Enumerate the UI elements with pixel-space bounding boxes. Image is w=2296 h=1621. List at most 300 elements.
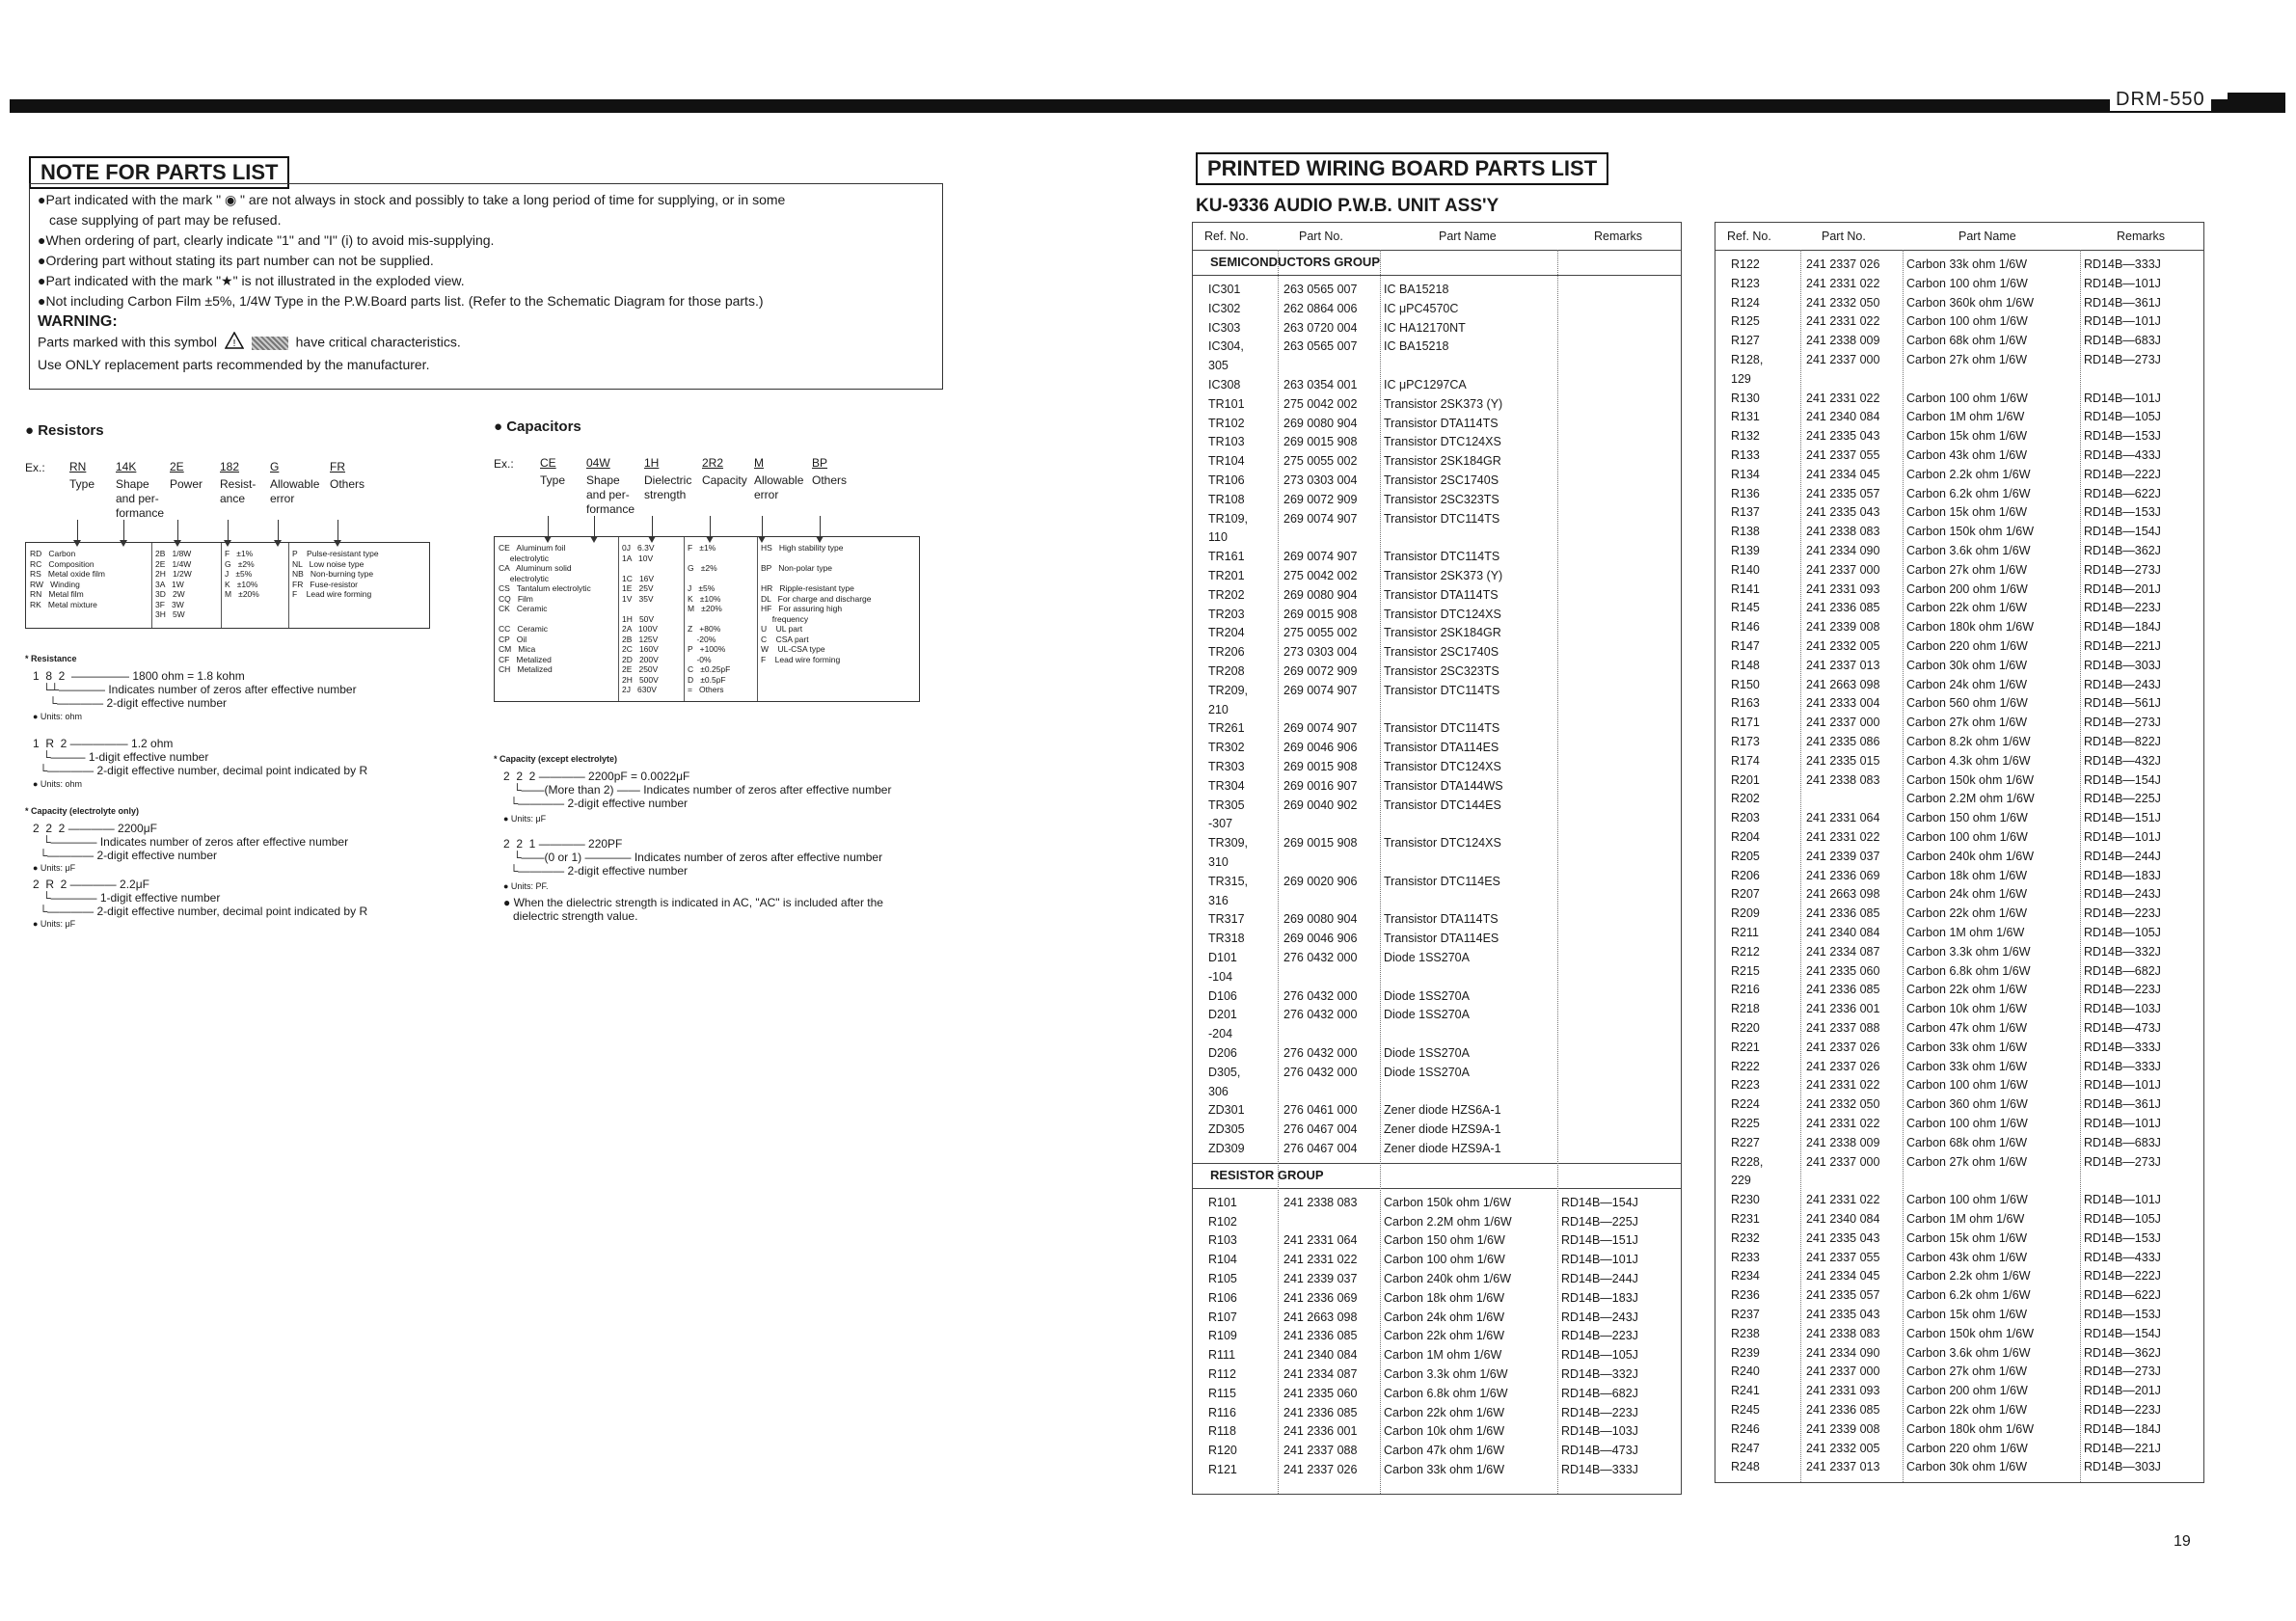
col-remarks: Remarks (1594, 230, 1643, 243)
table-row (1193, 1064, 1681, 1083)
dielectric-note: ● When the dielectric strength is indicated in AC, "AC" is included after the dielectric strength value. (503, 896, 883, 923)
remarks: RD14B—221J (2084, 1441, 2161, 1455)
part-no: 241 2337 013 (1806, 658, 1880, 672)
cap-arrow (762, 516, 763, 537)
part-no: 241 2336 085 (1806, 601, 1880, 615)
table-row (1715, 1382, 2203, 1401)
remarks: RD14B—101J (1561, 1253, 1638, 1267)
table-row (1715, 867, 2203, 886)
col-part: Part No. (1299, 230, 1343, 243)
ref-no: TR318 (1208, 932, 1245, 946)
part-no: 275 0042 002 (1283, 396, 1358, 411)
remarks: RD14B—362J (2084, 1345, 2161, 1360)
part-name: Carbon 220 ohm 1/6W (1906, 639, 2028, 653)
ref-no: TR315, (1208, 874, 1248, 888)
part-name: Carbon 100 ohm 1/6W (1906, 830, 2028, 844)
table-row (1715, 390, 2203, 409)
model-name: DRM-550 (2110, 89, 2211, 111)
table-row (1193, 797, 1681, 816)
part-name: Carbon 100 ohm 1/6W (1906, 1078, 2028, 1093)
ref-no: TR206 (1208, 645, 1245, 660)
table-row (1193, 1121, 1681, 1140)
ref-no: TR204 (1208, 626, 1245, 640)
ref-no: TR304 (1208, 778, 1245, 793)
ref-no: IC301 (1208, 283, 1241, 296)
ref-no: R215 (1731, 963, 1760, 978)
part-no: 269 0074 907 (1283, 550, 1358, 564)
table-row (1715, 1115, 2203, 1134)
ref-no: IC308 (1208, 378, 1241, 392)
ref-no: R146 (1731, 620, 1760, 635)
critical-mark-icon (252, 337, 288, 350)
remarks: RD14B—223J (2084, 601, 2161, 615)
part-no: 269 0074 907 (1283, 511, 1358, 526)
ref-no: D206 (1208, 1046, 1237, 1060)
part-name: Transistor DTA144WS (1384, 778, 1503, 793)
part-name: Carbon 22k ohm 1/6W (1384, 1329, 1505, 1343)
ref-no: TR203 (1208, 607, 1245, 621)
ref-no: TR161 (1208, 550, 1245, 564)
ref-no: R224 (1731, 1097, 1760, 1112)
table-row (1193, 949, 1681, 968)
table-row (1715, 1267, 2203, 1286)
table-row (1193, 662, 1681, 682)
part-no: 241 2335 060 (1283, 1386, 1358, 1400)
cap-code: M (754, 456, 764, 470)
table-row (1715, 637, 2203, 657)
cap-arrow (710, 516, 711, 537)
table-header-right (1715, 223, 2203, 251)
table-row (1715, 1039, 2203, 1058)
ref-no: R123 (1731, 276, 1760, 290)
ref-no: R247 (1731, 1441, 1760, 1455)
table-row (1715, 618, 2203, 637)
part-no: 241 2335 043 (1806, 1230, 1880, 1245)
cap-code-label: Dielectric strength (644, 473, 692, 501)
note-line: ●Ordering part without stating its part number can not be supplied. (38, 253, 434, 268)
part-no: 269 0016 907 (1283, 778, 1358, 793)
table-row (1715, 962, 2203, 982)
ref-no: R238 (1731, 1326, 1760, 1340)
part-name: Transistor 2SC1740S (1384, 645, 1499, 660)
part-no: 273 0303 004 (1283, 645, 1358, 660)
table-row (1715, 312, 2203, 332)
ref-no: 110 (1208, 530, 1228, 545)
ref-no: TR104 (1208, 454, 1245, 469)
remarks: RD14B—184J (2084, 1421, 2161, 1436)
res-power-codes: 2B 1/8W 2E 1/4W 2H 1/2W 3A 1W 3D 2W 3F 3W 3H 5W (155, 549, 192, 619)
ref-no: R240 (1731, 1364, 1760, 1379)
part-no: 241 2340 084 (1806, 926, 1880, 939)
table-row (1715, 1134, 2203, 1153)
table-row (1193, 1194, 1681, 1213)
table-row (1715, 466, 2203, 485)
res-code: 14K (116, 460, 137, 473)
part-name: Carbon 47k ohm 1/6W (1906, 1021, 2028, 1035)
table-row (1715, 885, 2203, 905)
cap-elec-example-2: 2 R 2 ———— 2.2μF └———— 1-digit effective number └———— 2-digit effective number, decimal point indicated by R (33, 878, 368, 918)
table-row (1715, 1363, 2203, 1382)
remarks: RD14B—183J (2084, 868, 2161, 882)
cap-other-codes: HS High stability type BP Non-polar type HR Ripple-resistant type DL For charge and discharge HF For assuring high frequency U UL part C CSA part W UL-CSA type F Lead wire forming (761, 543, 872, 664)
resistance-example-1: 1 8 2 ————— 1800 ohm = 1.8 kohm └┴———— Indicates number of zeros after effective number └———— 2-digit effective number (33, 669, 357, 710)
remarks: RD14B—154J (2084, 1326, 2161, 1340)
res-arrow (77, 520, 78, 541)
table-row (1193, 910, 1681, 930)
table-row (1715, 370, 2203, 390)
remarks: RD14B—243J (2084, 887, 2161, 902)
part-name: Carbon 30k ohm 1/6W (1906, 658, 2028, 672)
column-divider (2080, 250, 2081, 1482)
part-no: 241 2337 013 (1806, 1460, 1880, 1474)
part-no: 241 2334 090 (1806, 1345, 1880, 1360)
part-no: 241 2337 026 (1806, 1059, 1880, 1073)
part-name: Carbon 100 ohm 1/6W (1906, 1117, 2028, 1130)
part-name: Carbon 150k ohm 1/6W (1906, 525, 2035, 539)
part-no: 269 0072 909 (1283, 492, 1358, 506)
ref-no: R223 (1731, 1078, 1760, 1093)
table-row (1715, 1344, 2203, 1364)
part-no: 276 0432 000 (1283, 951, 1358, 964)
ref-no: R121 (1208, 1463, 1237, 1476)
ref-no: R109 (1208, 1329, 1237, 1343)
cap-code-label: Allowable error (754, 473, 804, 501)
part-no: 275 0055 002 (1283, 626, 1358, 640)
group-heading: RESISTOR GROUP (1210, 1167, 1324, 1182)
ref-no: R222 (1731, 1059, 1760, 1073)
remarks: RD14B—622J (2084, 486, 2161, 500)
part-name: Zener diode HZS9A-1 (1384, 1142, 1501, 1155)
part-no: 241 2336 085 (1283, 1329, 1358, 1343)
cap-arrow (548, 516, 549, 537)
part-no: 241 2332 050 (1806, 1097, 1880, 1112)
remarks: RD14B—473J (1561, 1444, 1638, 1458)
table-row (1715, 1191, 2203, 1210)
page-number: 19 (2174, 1533, 2191, 1550)
table-row (1715, 905, 2203, 924)
part-name: Carbon 24k ohm 1/6W (1906, 677, 2028, 691)
part-name: Carbon 22k ohm 1/6W (1906, 906, 2028, 921)
table-row (1715, 561, 2203, 581)
table-row (1715, 657, 2203, 676)
table-row (1715, 275, 2203, 294)
part-name: Zener diode HZS9A-1 (1384, 1122, 1501, 1137)
table-row (1715, 1229, 2203, 1249)
part-no: 241 2339 008 (1806, 620, 1880, 635)
part-no: 241 2339 008 (1806, 1421, 1880, 1436)
part-no: 241 2338 009 (1806, 334, 1880, 348)
table-row (1193, 1101, 1681, 1121)
table-row (1193, 1289, 1681, 1309)
part-no: 241 2333 004 (1806, 696, 1880, 711)
table-row (1715, 1019, 2203, 1039)
part-no: 241 2334 090 (1806, 544, 1880, 557)
table-row (1193, 968, 1681, 987)
cap-code-label: Capacity (702, 473, 747, 487)
cap-volt-codes: 0J 6.3V 1A 10V 1C 16V 1E 25V 1V 35V 1H 50V 2A 100V 2B 125V 2C 160V 2D 200V 2E 250V 2H 500V 2J 630V (622, 543, 659, 694)
ref-no: R207 (1731, 887, 1760, 902)
part-no: 241 2334 045 (1806, 467, 1880, 481)
ref-no: R203 (1731, 811, 1760, 825)
ref-no: R132 (1731, 429, 1760, 444)
ref-no: ZD309 (1208, 1142, 1245, 1155)
ref-no: R147 (1731, 639, 1760, 653)
col-remarks-r: Remarks (2117, 230, 2166, 243)
remarks: RD14B—332J (1561, 1367, 1638, 1381)
remarks: RD14B—682J (2084, 963, 2161, 978)
note-line: ●Part indicated with the mark " ◉ " are not always in stock and possibly to take a long period of time for supplying, or in some (38, 192, 786, 207)
part-no: 269 0080 904 (1283, 912, 1358, 927)
part-no: 241 2331 022 (1806, 391, 1880, 405)
note-line: ●Part indicated with the mark "★" is not illustrated in the exploded view. (38, 273, 465, 288)
ref-no: R211 (1731, 926, 1759, 939)
part-name: Carbon 150 ohm 1/6W (1906, 811, 2028, 825)
ref-no: TR303 (1208, 760, 1245, 773)
part-name: Carbon 33k ohm 1/6W (1906, 1059, 2028, 1073)
ref-no: R206 (1731, 868, 1760, 882)
parts-table-left (1192, 222, 1682, 1495)
table-row (1715, 542, 2203, 561)
table-row (1193, 1365, 1681, 1385)
part-no: 241 2335 043 (1806, 505, 1880, 520)
part-name: Carbon 6.8k ohm 1/6W (1906, 963, 2031, 978)
part-name: Carbon 1M ohm 1/6W (1384, 1348, 1502, 1363)
part-no: 269 0015 908 (1283, 435, 1358, 449)
part-name: Carbon 10k ohm 1/6W (1384, 1424, 1505, 1439)
remarks: RD14B—333J (2084, 1040, 2161, 1054)
part-name: Carbon 43k ohm 1/6W (1906, 1250, 2028, 1264)
part-name: Carbon 100 ohm 1/6W (1906, 1193, 2028, 1207)
note-title: NOTE FOR PARTS LIST (29, 156, 289, 189)
ref-no: ZD305 (1208, 1122, 1245, 1137)
ref-no: 316 (1208, 893, 1229, 907)
table-row (1193, 1422, 1681, 1442)
ref-no: TR302 (1208, 741, 1245, 755)
resistance-title: * Resistance (25, 654, 77, 663)
table-row (1193, 682, 1681, 701)
note-line: case supplying of part may be refused. (49, 212, 282, 228)
part-name: Carbon 27k ohm 1/6W (1906, 1364, 2028, 1379)
remarks: RD14B—243J (1561, 1310, 1638, 1324)
ref-no: R134 (1731, 467, 1760, 481)
ref-no: R221 (1731, 1040, 1760, 1054)
res-arrow (228, 520, 229, 541)
remarks: RD14B—101J (2084, 1117, 2161, 1130)
part-name: Transistor DTC124XS (1384, 607, 1501, 621)
col-name: Part Name (1439, 230, 1497, 243)
table-row (1715, 581, 2203, 600)
ref-no: 306 (1208, 1084, 1229, 1098)
warning-line1-b: have critical characteristics. (295, 334, 461, 350)
part-name: Carbon 15k ohm 1/6W (1906, 429, 2028, 444)
table-row (1715, 1440, 2203, 1459)
part-no: 241 2336 085 (1283, 1405, 1358, 1419)
part-name: Carbon 1M ohm 1/6W (1906, 410, 2025, 424)
remarks: RD14B—103J (1561, 1424, 1638, 1439)
parts-table-right (1715, 222, 2204, 1483)
table-row (1715, 1058, 2203, 1077)
table-row (1715, 943, 2203, 962)
part-no: 241 2337 088 (1806, 1021, 1880, 1035)
part-name: Carbon 22k ohm 1/6W (1906, 601, 2028, 615)
part-name: Carbon 43k ohm 1/6W (1906, 448, 2028, 462)
ref-no: R128, (1731, 353, 1764, 366)
part-name: Transistor DTC124XS (1384, 435, 1501, 449)
table-row (1715, 790, 2203, 809)
remarks: RD14B—221J (2084, 639, 2161, 653)
part-no: 241 2331 022 (1806, 1078, 1880, 1093)
table-row (1715, 848, 2203, 867)
remarks: RD14B—223J (2084, 906, 2161, 921)
group-rule (1193, 250, 1681, 251)
table-row (1193, 1044, 1681, 1064)
table-row (1715, 828, 2203, 848)
part-name: Carbon 30k ohm 1/6W (1906, 1460, 2028, 1474)
res-error-codes: F ±1% G ±2% J ±5% K ±10% M ±20% (225, 549, 259, 599)
ref-no: R112 (1208, 1367, 1236, 1381)
units-ohm-2: ● Units: ohm (33, 779, 82, 789)
table-row (1715, 752, 2203, 771)
remarks: RD14B—361J (2084, 1097, 2161, 1112)
table-row (1193, 873, 1681, 892)
ref-no: R171 (1731, 716, 1760, 730)
part-no: 269 0072 909 (1283, 664, 1358, 678)
resistors-ex-label: Ex.: (25, 461, 45, 474)
ref-no: R127 (1731, 334, 1760, 348)
part-name: Carbon 33k ohm 1/6W (1906, 1040, 2028, 1054)
res-arrow (123, 520, 124, 541)
res-arrow (177, 520, 178, 541)
ref-no: -204 (1208, 1027, 1233, 1041)
col-name-r: Part Name (1958, 230, 2016, 243)
part-no: 241 2334 087 (1283, 1367, 1358, 1381)
table-row (1193, 606, 1681, 625)
remarks: RD14B—433J (2084, 448, 2161, 462)
ref-no: TR261 (1208, 721, 1245, 736)
part-name: Diode 1SS270A (1384, 951, 1470, 964)
remarks: RD14B—183J (1561, 1290, 1638, 1305)
part-name: Transistor 2SK373 (Y) (1384, 569, 1503, 582)
ref-no: R173 (1731, 735, 1760, 748)
cap-units-pf: ● Units: PF. (503, 881, 549, 891)
part-name: Transistor DTC124XS (1384, 760, 1501, 773)
part-name: Transistor DTC114ES (1384, 874, 1500, 888)
ref-no: D201 (1208, 1008, 1237, 1022)
cap-type-codes: CE Aluminum foil electrolytic CA Aluminum solid electrolytic CS Tantalum electrolytic CQ Film CK Ceramic CC Ceramic CP Oil CM Mica CF Metalized CH Metalized (499, 543, 591, 674)
ref-no: R124 (1731, 295, 1760, 310)
group-rule (1193, 275, 1681, 276)
ref-no: TR102 (1208, 416, 1245, 430)
ref-no: R101 (1208, 1195, 1237, 1209)
part-no: 241 2335 043 (1806, 1308, 1880, 1321)
table-row (1715, 599, 2203, 618)
part-no: 241 2337 000 (1806, 716, 1880, 730)
part-name: Diode 1SS270A (1384, 1046, 1470, 1060)
remarks: RD14B—683J (2084, 1135, 2161, 1149)
table-row (1715, 733, 2203, 752)
remarks: RD14B—273J (2084, 1154, 2161, 1169)
ref-no: R174 (1731, 753, 1760, 768)
res-code: RN (69, 460, 87, 473)
ref-no: R130 (1731, 391, 1760, 405)
part-no: 241 2332 005 (1806, 639, 1880, 653)
table-row (1193, 338, 1681, 357)
column-divider (1278, 250, 1279, 1494)
remarks: RD14B—201J (2084, 581, 2161, 596)
ref-no: R145 (1731, 601, 1760, 615)
part-no: 241 2338 083 (1283, 1195, 1358, 1209)
warning-line1-a: Parts marked with this symbol (38, 334, 217, 350)
part-no: 262 0864 006 (1283, 301, 1358, 315)
part-no: 241 2331 064 (1806, 811, 1880, 825)
part-name: IC BA15218 (1384, 283, 1449, 296)
remarks: RD14B—101J (2084, 391, 2161, 405)
part-no: 241 2340 084 (1806, 1212, 1880, 1226)
res-code-label: Others (330, 477, 365, 491)
remarks: RD14B—822J (2084, 735, 2161, 748)
part-name: Carbon 3.3k ohm 1/6W (1906, 944, 2031, 959)
remarks: RD14B—223J (2084, 1403, 2161, 1417)
part-no: 241 2340 084 (1283, 1348, 1358, 1363)
part-name: IC BA15218 (1384, 339, 1449, 354)
table-row (1715, 981, 2203, 1000)
part-name: Carbon 200 ohm 1/6W (1906, 1384, 2028, 1398)
res-code-label: Type (69, 477, 95, 491)
part-name: Carbon 100 ohm 1/6W (1906, 276, 2028, 290)
part-name: Carbon 6.2k ohm 1/6W (1906, 1288, 2031, 1303)
table-row (1193, 1213, 1681, 1232)
table-row (1193, 415, 1681, 434)
table-row (1193, 567, 1681, 586)
table-row (1715, 332, 2203, 351)
part-no: 241 2337 000 (1806, 353, 1880, 366)
ref-no: -307 (1208, 817, 1233, 831)
part-no: 275 0042 002 (1283, 569, 1358, 582)
part-no: 241 2334 045 (1806, 1269, 1880, 1283)
table-row (1715, 485, 2203, 504)
cap-code: BP (812, 456, 828, 470)
cap-code-label: Type (540, 473, 566, 487)
part-name: Transistor DTA114TS (1384, 587, 1499, 602)
table-row (1193, 1346, 1681, 1365)
ref-no: R202 (1731, 792, 1760, 806)
remarks: RD14B—273J (2084, 1364, 2161, 1379)
part-name: Carbon 3.6k ohm 1/6W (1906, 1345, 2031, 1360)
ref-no: 305 (1208, 359, 1229, 373)
part-no: 275 0055 002 (1283, 454, 1358, 469)
cap-code: CE (540, 456, 556, 470)
part-name: Transistor 2SK184GR (1384, 626, 1501, 640)
svg-text:!: ! (232, 338, 236, 349)
ref-no: TR209, (1208, 683, 1248, 697)
part-no: 276 0467 004 (1283, 1122, 1358, 1137)
ref-no: R209 (1731, 906, 1760, 921)
remarks: RD14B—105J (2084, 926, 2161, 939)
ref-no: R120 (1208, 1444, 1237, 1458)
resistors-code-table (25, 542, 430, 629)
part-no: 241 2337 055 (1806, 448, 1880, 462)
part-name: Carbon 27k ohm 1/6W (1906, 562, 2028, 577)
part-name: Transistor DTC114TS (1384, 550, 1500, 564)
part-no: 241 2331 022 (1806, 276, 1880, 290)
part-name: Carbon 150k ohm 1/6W (1906, 1326, 2035, 1340)
remarks: RD14B—153J (2084, 1308, 2161, 1321)
table-row (1715, 1172, 2203, 1191)
remarks: RD14B—225J (2084, 792, 2161, 806)
ref-no: 310 (1208, 855, 1229, 869)
ref-no: R131 (1731, 410, 1760, 424)
part-name: Carbon 240k ohm 1/6W (1906, 849, 2035, 863)
